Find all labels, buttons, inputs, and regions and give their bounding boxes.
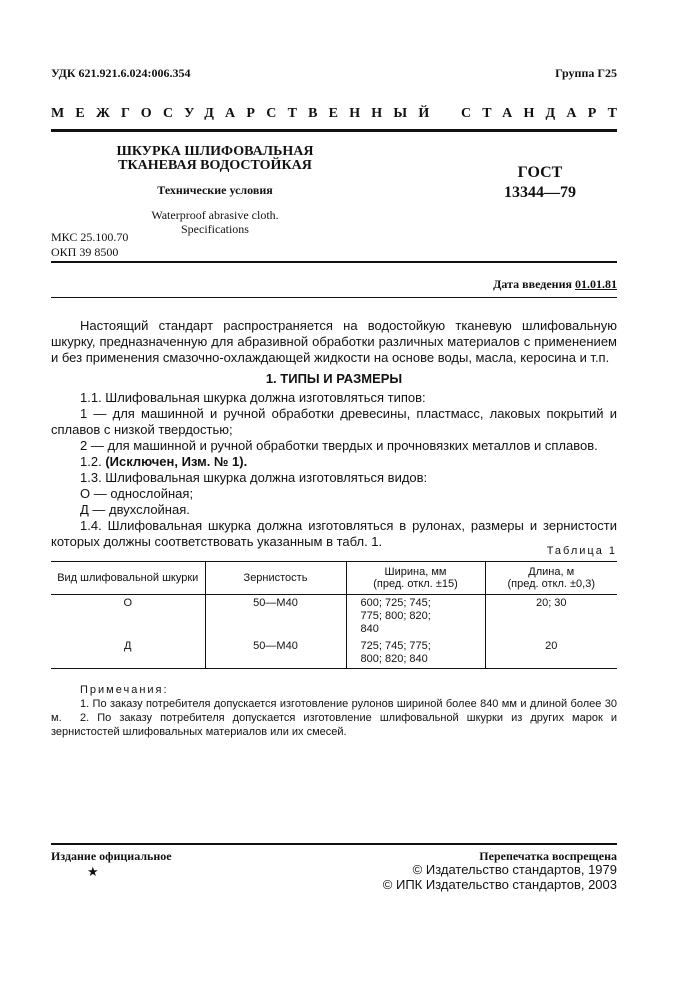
cell-length: 20; 30 xyxy=(485,595,617,639)
introduction-date xyxy=(493,277,617,292)
col-length-header-line-2: (пред. откл. ±0,3) xyxy=(507,578,596,590)
table-row xyxy=(51,595,617,639)
standard-subtitle: Технические условия xyxy=(157,183,273,197)
gost-designation xyxy=(495,163,585,203)
copyright-1979: © Издательство стандартов, 1979 xyxy=(412,862,617,877)
classification-codes xyxy=(51,230,128,260)
col-width-header xyxy=(346,562,485,595)
clause-1-1-type-1: 1 — для машинной и ручной обработки древесины, пластмасс, лаковых покрытий и сплавов с низкой твердостью; xyxy=(51,406,617,437)
clause-1-2 xyxy=(80,454,247,470)
clause-1-1-type-2: 2 — для машинной и ручной обработки твердых и прочновязких металлов и сплавов. xyxy=(80,438,598,453)
table-1-caption: Таблица 1 xyxy=(546,545,617,557)
gost-label: ГОСТ xyxy=(517,164,563,181)
okp-code: ОКП 39 8500 xyxy=(51,245,119,259)
english-title-line-2: Specifications xyxy=(181,222,249,236)
clause-1-4: 1.4. Шлифовальная шкурка должна изготовляться в рулонах, размеры и зернистости которых должны соответствовать указанным в табл. 1. xyxy=(51,518,617,549)
mks-code: МКС 25.100.70 xyxy=(51,230,129,244)
introduction-date-value: 01.01.81 xyxy=(575,277,617,291)
reprint-prohibited: Перепечатка воспрещена xyxy=(479,849,617,863)
copyright-2003: © ИПК Издательство стандартов, 2003 xyxy=(382,877,617,892)
cell-width-line-1: 725; 745; 775; xyxy=(360,640,431,652)
top-thick-rule xyxy=(51,129,617,132)
title-line-2: ТКАНЕВАЯ ВОДОСТОЙКАЯ xyxy=(118,158,312,173)
cell-width-line-2: 800; 820; 840 xyxy=(360,653,428,665)
introduction-date-label: Дата введения xyxy=(493,277,572,291)
clause-1-3: 1.3. Шлифовальная шкурка должна изготовляться видов: xyxy=(80,470,428,485)
table-row xyxy=(51,638,617,669)
english-title-line-1: Waterproof abrasive cloth. xyxy=(151,208,279,222)
standard-title xyxy=(100,145,330,173)
clause-1-1: 1.1. Шлифовальная шкурка должна изготовляться типов: xyxy=(80,390,426,405)
col-length-header-line-1: Длина, м xyxy=(528,566,575,578)
star-mark: ★ xyxy=(87,864,99,879)
clause-1-3-kind-d: Д — двухслойная. xyxy=(80,502,190,517)
cell-grit: 50—М40 xyxy=(205,638,346,669)
cell-length: 20 xyxy=(485,638,617,669)
clause-1-2-number: 1.2. xyxy=(80,454,102,469)
cell-kind: О xyxy=(123,597,133,609)
gost-number: 13344—79 xyxy=(504,184,576,201)
banner-standard: СТАНДАРТ xyxy=(461,106,629,121)
col-length-header xyxy=(485,562,617,595)
title-block-rule xyxy=(51,261,617,263)
group-code: Группа Г25 xyxy=(555,66,617,80)
cell-kind: Д xyxy=(51,638,205,669)
notes-title: Примечания: xyxy=(80,684,169,696)
cell-width-line-2: 775; 800; 820; xyxy=(360,610,431,622)
col-width-header-line-1: Ширина, мм xyxy=(384,566,447,578)
date-rule xyxy=(51,297,617,298)
col-kind-header: Вид шлифовальной шкурки xyxy=(51,562,205,595)
col-width-header-line-2: (пред. откл. ±15) xyxy=(373,578,458,590)
clause-1-3-kind-o: О — однослойная; xyxy=(80,486,194,501)
preamble-paragraph: Настоящий стандарт распространяется на водостойкую тканевую шлифовальную шкурку, предназначенную для абразивной обработки различных материалов с применением и без применения смазочно-охлаждающей жидкости на основе воды, масла, керосина и т.п. xyxy=(51,318,617,365)
col-grit-header: Зернистость xyxy=(205,562,346,595)
udk-code: УДК 621.921.6.024:006.354 xyxy=(51,66,191,80)
section-1-heading: 1. ТИПЫ И РАЗМЕРЫ xyxy=(265,371,403,386)
title-line-1: ШКУРКА ШЛИФОВАЛЬНАЯ xyxy=(116,144,314,159)
english-title xyxy=(100,208,330,236)
footer-rule xyxy=(51,843,617,845)
cell-width-line-3: 840 xyxy=(360,623,379,635)
table-1 xyxy=(51,561,617,669)
official-edition: Издание официальное xyxy=(51,849,172,863)
note-1: 1. По заказу потребителя допускается изготовление рулонов шириной более 840 мм и длиной более 30 м. xyxy=(51,698,617,724)
cell-width-line-1: 600; 725; 745; xyxy=(360,597,431,609)
banner-interstate: МЕЖГОСУДАРСТВЕННЫЙ xyxy=(51,106,441,121)
cell-width xyxy=(346,595,485,639)
clause-1-2-text: (Исключен, Изм. № 1). xyxy=(105,454,248,469)
table-header-row xyxy=(51,562,617,595)
cell-width xyxy=(346,638,485,669)
cell-grit: 50—М40 xyxy=(205,595,346,639)
note-2: 2. По заказу потребителя допускается изготовление шлифовальной шкурки из других марок и зернистостей шлифовальных материалов или их смесей. xyxy=(51,712,617,738)
